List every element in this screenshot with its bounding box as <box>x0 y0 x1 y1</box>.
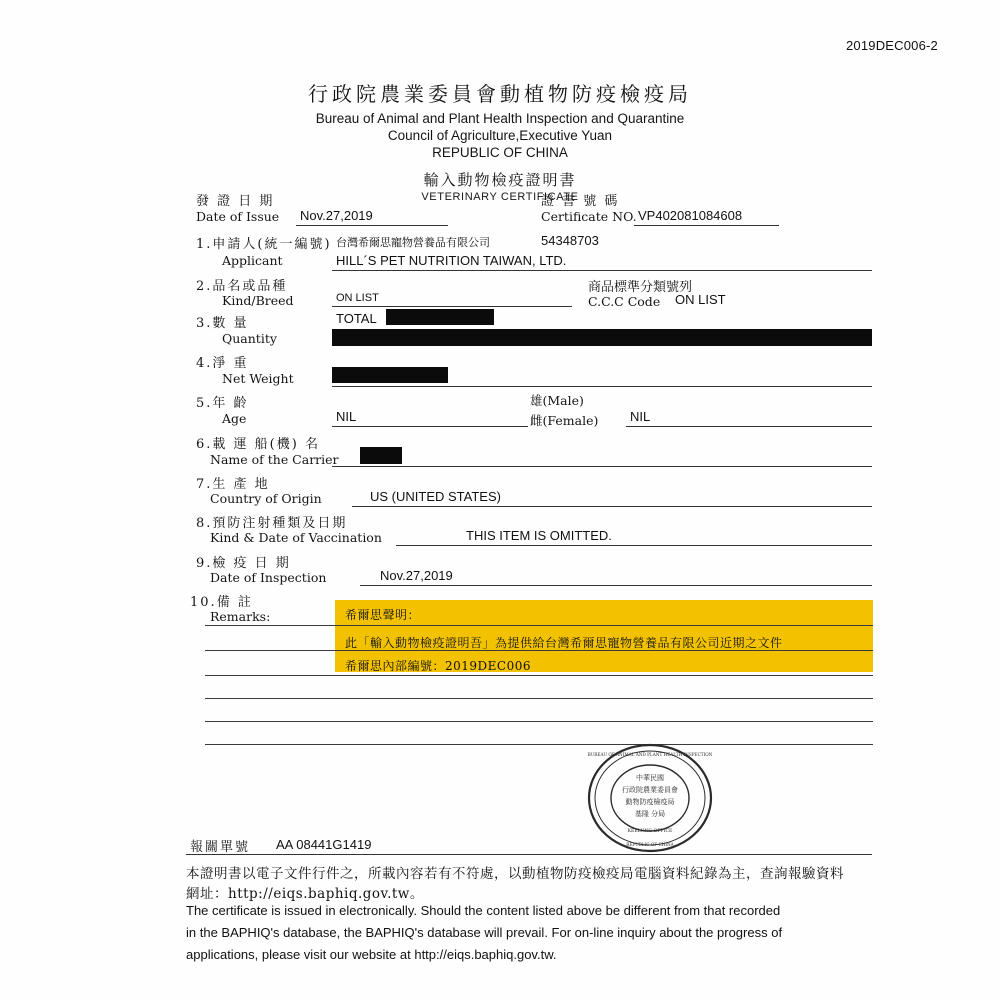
footer-chinese-line2: 網址：http://eiqs.baphiq.gov.tw。 <box>186 886 424 902</box>
customs-declaration-rule <box>186 854 872 855</box>
date-of-issue-label-cn: 發 證 日 期 <box>196 194 275 209</box>
carrier-redaction <box>360 447 402 464</box>
customs-declaration-value: AA 08441G1419 <box>276 837 372 852</box>
inspection-index: 9. <box>196 556 213 571</box>
inspection-rule <box>360 585 872 586</box>
age-index: 5. <box>196 396 213 411</box>
certificate-no-value: VP402081084608 <box>638 208 743 223</box>
certificate-no-label-en: Certificate NO. <box>541 209 637 224</box>
remarks-rule-5 <box>205 721 873 722</box>
applicant-label-cn <box>196 233 332 252</box>
inspection-label-en: Date of Inspection <box>210 570 327 585</box>
applicant-rule <box>332 270 872 271</box>
date-of-issue-label-en: Date of Issue <box>196 209 280 224</box>
official-seal <box>586 742 714 854</box>
net-weight-label-cn <box>196 352 249 371</box>
carrier-label-cn-text: 載 運 船(機) 名 <box>212 437 320 452</box>
age-label-cn <box>196 392 249 411</box>
remarks-label-cn <box>190 591 253 610</box>
kind-breed-label-en: Kind/Breed <box>222 293 294 308</box>
svg-text:KEELUNG OFFICE: KEELUNG OFFICE <box>627 829 673 834</box>
quantity-label-cn-text: 數 量 <box>212 316 249 331</box>
carrier-label-en: Name of the Carrier <box>210 452 339 467</box>
age-label-en: Age <box>222 411 247 426</box>
vaccination-index: 8. <box>196 516 213 531</box>
country-label-en: Country of Origin <box>210 491 322 506</box>
quantity-redaction <box>386 309 494 325</box>
svg-text:行政院農業委員會: 行政院農業委員會 <box>622 786 678 794</box>
document-reference-id: 2019DEC006-2 <box>845 38 938 53</box>
quantity-label-cn <box>196 312 249 331</box>
ccc-code-label-en: C.C.C Code <box>588 294 661 309</box>
age-label-cn-text: 年 齡 <box>212 396 249 411</box>
carrier-label-cn <box>196 433 320 452</box>
applicant-label-en: Applicant <box>222 253 283 268</box>
ccc-code-label-cn: 商品標準分類號列 <box>588 280 693 295</box>
vaccination-label-cn-text: 預防注射種類及日期 <box>212 516 348 531</box>
certificate-title-chinese: 輸入動物檢疫證明書 <box>423 171 577 189</box>
quantity-index: 3. <box>196 316 213 331</box>
age-rule <box>332 426 528 427</box>
female-label: 雌(Female) <box>530 413 599 428</box>
customs-declaration-label: 報關單號 <box>190 840 251 855</box>
country-label-cn-text: 生 產 地 <box>212 477 270 492</box>
remarks-label-en: Remarks: <box>210 609 271 624</box>
vaccination-label-cn <box>196 512 347 531</box>
carrier-rule <box>332 466 872 467</box>
svg-text:REPUBLIC OF CHINA: REPUBLIC OF CHINA <box>626 842 674 847</box>
country-label-cn <box>196 473 270 492</box>
male-label: 雄(Male) <box>530 393 584 408</box>
applicant-value-cn: 台灣希爾思寵物營養品有限公司 <box>336 237 490 249</box>
document-header <box>0 78 1000 203</box>
ccc-code-value: ON LIST <box>675 292 726 307</box>
svg-text:BUREAU OF ANIMAL AND PLANT HEA: BUREAU OF ANIMAL AND PLANT HEALTH INSPECTION <box>587 752 713 757</box>
remarks-line-1: 希爾思聲明： <box>345 608 421 622</box>
kind-breed-label-cn <box>196 275 287 294</box>
footer-english-line3: applications, please visit our website at http://eiqs.baphiq.gov.tw. <box>186 947 557 962</box>
remarks-rule-3 <box>205 675 873 676</box>
quantity-label-en: Quantity <box>222 331 277 346</box>
inspection-label-cn-text: 檢 疫 日 期 <box>212 556 291 571</box>
net-weight-label-en: Net Weight <box>222 371 294 386</box>
footer-english-line1: The certificate is issued in electronically. Should the content listed above be different from that recorded <box>186 903 781 918</box>
net-weight-index: 4. <box>196 356 213 371</box>
kind-breed-value: ON LIST <box>336 292 379 304</box>
organization-country: REPUBLIC OF CHINA <box>432 145 568 160</box>
country-value: US (UNITED STATES) <box>370 489 501 504</box>
svg-text:中華民國: 中華民國 <box>636 774 664 782</box>
organization-name-english-line1: Bureau of Animal and Plant Health Inspection and Quarantine <box>315 111 685 126</box>
applicant-uniform-number: 54348703 <box>541 233 599 248</box>
applicant-label-cn-text: 申請人(統一編號) <box>212 237 332 252</box>
remarks-index: 10. <box>190 595 217 610</box>
certificate-no-label-cn: 證 書 號 碼 <box>541 194 620 209</box>
footer-chinese-line1: 本證明書以電子文件行件之，所載內容若有不符處，以動植物防疫檢疫局電腦資料紀錄為主，查詢報驗資料 <box>186 866 844 882</box>
remarks-rule-6 <box>205 744 873 745</box>
female-value: NIL <box>630 409 651 424</box>
kind-breed-rule <box>332 306 572 307</box>
kind-breed-index: 2. <box>196 279 213 294</box>
net-weight-rule <box>332 386 872 387</box>
remarks-rule-2 <box>205 650 873 651</box>
remarks-line-3: 希爾思內部編號：2019DEC006 <box>345 659 532 673</box>
remarks-rule-1 <box>205 625 873 626</box>
inspection-value: Nov.27,2019 <box>380 568 453 583</box>
remarks-rule-4 <box>205 698 873 699</box>
carrier-index: 6. <box>196 437 213 452</box>
vaccination-value: THIS ITEM IS OMITTED. <box>466 528 612 543</box>
certificate-title-english: VETERINARY CERTIFICATE <box>421 191 579 203</box>
date-of-issue-value: Nov.27,2019 <box>300 208 373 223</box>
applicant-index: 1. <box>196 237 213 252</box>
country-rule <box>352 506 872 507</box>
age-value: NIL <box>336 409 357 424</box>
remarks-line-2: 此「輸入動物檢疫證明吾」為提供給台灣希爾思寵物營養品有限公司近期之文件 <box>345 636 783 650</box>
svg-text:動物防疫檢疫局: 動物防疫檢疫局 <box>625 798 675 806</box>
vaccination-rule <box>396 545 872 546</box>
remarks-label-cn-text: 備 註 <box>216 595 253 610</box>
organization-name-chinese: 行政院農業委員會動植物防疫檢疫局 <box>308 82 692 106</box>
net-weight-label-cn-text: 淨 重 <box>212 356 249 371</box>
net-weight-redaction <box>332 367 448 383</box>
date-of-issue-rule <box>296 225 448 226</box>
country-index: 7. <box>196 477 213 492</box>
vaccination-label-en: Kind & Date of Vaccination <box>210 530 382 545</box>
quantity-value: TOTAL <box>336 311 377 326</box>
inspection-label-cn <box>196 552 291 571</box>
certificate-no-rule <box>634 225 779 226</box>
sex-rule <box>626 426 872 427</box>
applicant-value-en: HILL´S PET NUTRITION TAIWAN, LTD. <box>336 253 567 268</box>
kind-breed-label-cn-text: 品名或品種 <box>212 279 288 294</box>
quantity-redaction-bar <box>332 329 872 346</box>
organization-name-english-line2: Council of Agriculture,Executive Yuan <box>387 128 613 143</box>
svg-text:基隆 分局: 基隆 分局 <box>634 810 666 818</box>
footer-english-line2: in the BAPHIQ's database, the BAPHIQ's database will prevail. For on-line inquiry about the progress of <box>186 925 783 940</box>
